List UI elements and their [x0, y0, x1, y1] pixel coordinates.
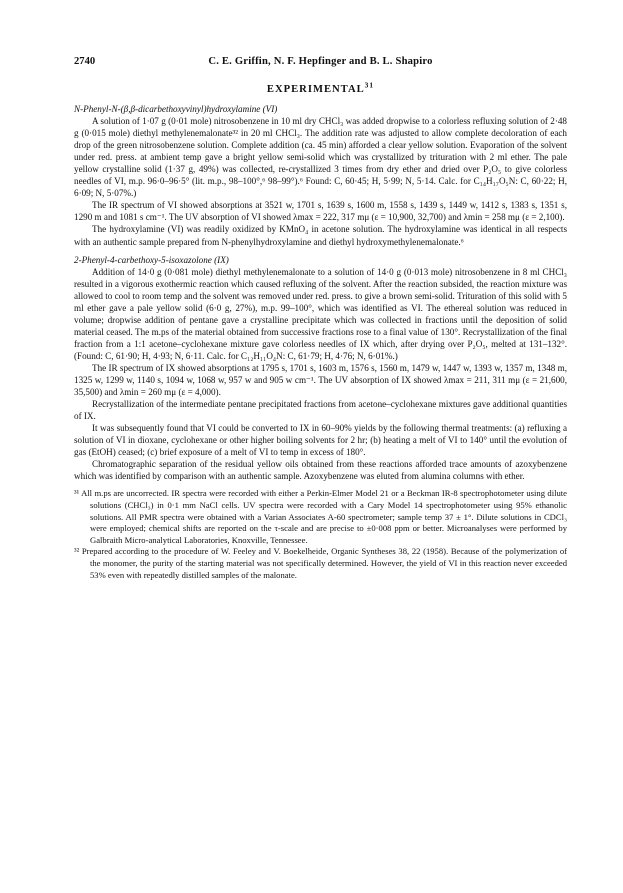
- compound-ix-paragraph-3: Recrystallization of the intermediate pentane precipitated fractions from acetone–cyclohexane mixtures gave additional quantities of IX.: [74, 399, 567, 422]
- footnote-31: ³¹ All m.ps are uncorrected. IR spectra were recorded with either a Perkin-Elmer Model 21 or a Beckman IR-8 spectrophotometer using dilute solutions (CHCl₃) in 0·1 mm NaCl cells. UV spectra were recorded with a Cary Model 14 spectrophotometer using 95% ethanolic solutions. All PMR spectra were obtained with a Varian Associates A-60 spectrometer; sample temp 37 ± 1°. Dilute solutions in CDCl₃ were employed; chemical shifts are reported on the τ-scale and are precise to ±0·008 ppm or better. Microanalyses were performed by Galbraith Micro-analytical Laboratories, Knoxville, Tennessee.: [74, 488, 567, 545]
- compound-vi-heading: N-Phenyl-N-(β,β-dicarbethoxyvinyl)hydroxylamine (VI): [74, 104, 278, 114]
- section-title-text: EXPERIMENTAL: [266, 84, 365, 95]
- footnotes: [74, 488, 567, 581]
- compound-vi-paragraph-1: A solution of 1·07 g (0·01 mole) nitrosobenzene in 10 ml dry CHCl₃ was added dropwise to a colorless refluxing solution of 2·48 g (0·015 mole) diethyl methylenemalonate³² in 20 ml CHCl₃. The addition rate was adjusted to allow complete decoloration of each drop of the green nitrosobenzene solution. Complete addition (ca. 45 min) afforded a clear yellow solution. Evaporation of the solvent under red. press. at ambient temp gave a bright yellow semi-solid which was crystallized by trituration with 2 ml ether. The pale yellow crystalline solid (1·37 g, 49%) was collected, re-crystallized 3 times from dry ether and dried over P₂O₅ to give colorless needles of VI, m.p. 96·0–96·5° (lit. m.p., 98–100°,⁶ 98–99°).⁶ Found: C, 60·45; H, 5·99; N, 5·14. Calc. for C₁₄H₁₇O₅N: C, 60·22; H, 6·09; N, 5·07%.): [74, 116, 567, 199]
- page-number: 2740: [74, 56, 96, 67]
- running-head: [74, 56, 567, 70]
- compound-ix-heading: 2-Phenyl-4-carbethoxy-5-isoxazolone (IX): [74, 254, 229, 265]
- section-title-footnote-ref: 31: [364, 80, 375, 90]
- compound-ix-paragraph-5: Chromatographic separation of the residual yellow oils obtained from these reactions afforded trace amounts of azoxybenzene which was identified by comparison with an authentic sample. Azoxybenzene was eluted from alumina columns with ether.: [74, 459, 567, 482]
- compound-vi-paragraph-3: The hydroxylamine (VI) was readily oxidized by KMnO₄ in acetone solution. The hydroxylamine was identical in all respects with an authentic sample prepared from N-phenylhydroxylamine and diethyl hydroxymethylenemalonate.⁶: [74, 224, 567, 247]
- author-line: C. E. Griffin, N. F. Hepfinger and B. L. Shapiro: [208, 56, 433, 67]
- compound-ix-paragraph-1: Addition of 14·0 g (0·081 mole) diethyl methylenemalonate to a solution of 14·0 g (0·013 mole) nitrosobenzene in 8 ml CHCl₃ resulted in a vigorous exothermic reaction which caused refluxing of the solvent. After the reaction subsided, the reaction mixture was allowed to cool to room temp and the solvent was removed under red. press. to give a brown semi-solid. Trituration of this solid with 5 ml ether gave a pale yellow solid (6·0 g, 27%), m.p. 99–100°, which was identified as VI. The ethereal solution was reduced in volume; dropwise addition of pentane gave a crystalline precipitate which was collected in fractions until the deposition of solid material ceased. The m.ps of the material obtained from successive fractions rose to a final value of 130°. Recrystallization of the final fraction from a 1:1 acetone–cyclohexane mixture gave colorless needles of IX which, after drying over P₂O₅, melted at 131–132°. (Found: C, 61·90; H, 4·93; N, 6·11. Calc. for C₁₂H₁₁O₄N: C, 61·79; H, 4·76; N, 6·01%.): [74, 266, 567, 361]
- compound-vi-paragraph-2: The IR spectrum of VI showed absorptions at 3521 w, 1701 s, 1639 s, 1600 m, 1558 s, 1439 s, 1449 w, 1412 s, 1383 s, 1351 s, 1290 m and 1081 s cm⁻¹. The UV absorption of VI showed λmax = 222, 317 mμ (ε = 10,900, 32,700) and λmin = 258 mμ (ε = 2,100).: [74, 200, 567, 223]
- footnote-32: ³² Prepared according to the procedure of W. Feeley and V. Boekelheide, Organic Syntheses 38, 22 (1958). Because of the polymerization of the monomer, the purity of the starting material was not specifically determined. However, the yield of VI in this reaction never exceeded 53% even with repeatedly distilled samples of the malonate.: [74, 546, 567, 580]
- compound-ix-paragraph-4: It was subsequently found that VI could be converted to IX in 60–90% yields by the following thermal treatments: (a) refluxing a solution of VI in dioxane, cyclohexane or other higher boiling solvents for 2 hr; (b) heating a melt of VI to 140° until the evolution of gas (EtOH) ceased; (c) brief exposure of a melt of VI to temp in excess of 180°.: [74, 423, 567, 458]
- article-body: [74, 103, 567, 581]
- compound-ix-paragraph-2: The IR spectrum of IX showed absorptions at 1795 s, 1701 s, 1603 m, 1576 s, 1560 m, 1479 w, 1447 w, 1393 w, 1357 m, 1348 m, 1325 w, 1299 w, 1140 s, 1094 w, 1068 w, 957 w and 905 w cm⁻¹. The UV absorption of IX showed λmax = 211, 311 mμ (ε = 21,600, 35,500) and λmin = 260 mμ (ε = 4,000).: [74, 362, 567, 398]
- section-title: [74, 80, 567, 95]
